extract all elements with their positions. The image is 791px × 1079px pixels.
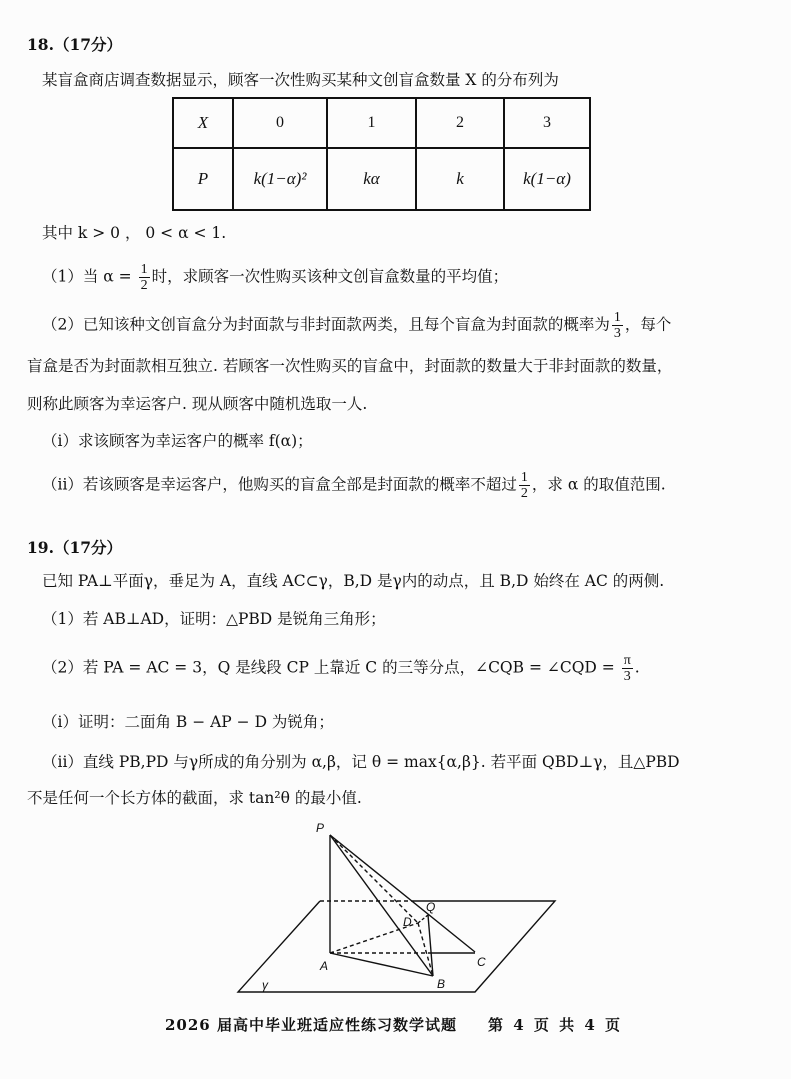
footer-page-number: 第 4 页 共 4 页 — [488, 1016, 621, 1034]
label-B: B — [437, 977, 446, 991]
segment-PD — [330, 835, 418, 923]
cell: k — [456, 169, 464, 188]
plane-gamma — [238, 901, 555, 992]
label-gamma: γ — [262, 978, 268, 992]
q18-condition: 其中 k > 0 ， 0 < α < 1. — [42, 224, 227, 242]
q19-part2-ii-line2: 不是任何一个长方体的截面，求 tan²θ 的最小值. — [27, 789, 362, 807]
cell: 3 — [504, 98, 590, 148]
label-P: P — [316, 821, 325, 835]
q19-part2: （2）若 PA = AC = 3，Q 是线段 CP 上靠近 C 的三等分点，∠CQB = ∠CQD = $\frac{\pi}{3}$ . — [42, 653, 640, 684]
segment-DQ — [418, 915, 428, 923]
cell: k(1−α) — [523, 169, 571, 188]
q19-intro: 已知 PA⊥平面γ，垂足为 A，直线 AC⊂γ，B,D 是γ内的动点，且 B,D 始终在 AC 的两侧. — [42, 572, 665, 590]
cell: 2 — [416, 98, 504, 148]
q19-part2-i: （i）证明：二面角 B − AP − D 为锐角； — [42, 713, 334, 731]
q18-part2-ii: （ii）若该顾客是幸运客户，他购买的盲盒全部是封面款的概率不超过 $\frac{1}{2}$ ，求 α 的取值范围. — [42, 470, 666, 501]
footer-title: 2026 届高中毕业班适应性练习数学试题 — [165, 1016, 457, 1034]
q19-part1: （1）若 AB⊥AD，证明：△PBD 是锐角三角形； — [42, 610, 386, 628]
label-C: C — [477, 955, 486, 969]
q19-header: 19.（17分） — [27, 538, 123, 557]
q18-header: 18.（17分） — [27, 35, 123, 54]
cell: X — [197, 113, 209, 132]
label-D: D — [403, 915, 412, 929]
segment-AB — [330, 953, 433, 976]
cell: 1 — [327, 98, 416, 148]
label-Q: Q — [426, 900, 436, 914]
cell: P — [197, 169, 209, 188]
cell: 0 — [233, 98, 327, 148]
q18-part1: （1）当 α = $\frac{1}{2}$ 时，求顾客一次性购买该种文创盲盒数量的平均值； — [42, 262, 509, 293]
q18-part2-i: （i）求该顾客为幸运客户的概率 f(α)； — [42, 432, 313, 450]
q18-part2: （2）已知该种文创盲盒分为封面款与非封面款两类，且每个盲盒为封面款的概率为 $\frac{1}{3}$ ，每个 — [42, 310, 672, 341]
q19-part2-ii: （ii）直线 PB,PD 与γ所成的角分别为 α,β，记 θ = max{α,β}. 若平面 QBD⊥γ，且△PBD — [42, 753, 680, 771]
q18-part2-line3: 则称此顾客为幸运客户. 现从顾客中随机选取一人. — [27, 395, 368, 413]
label-A: A — [320, 959, 329, 973]
q18-part2-line2: 盲盒是否为封面款相互独立. 若顾客一次性购买的盲盒中，封面款的数量大于非封面款的数量， — [27, 357, 673, 375]
cell: k(1−α)² — [253, 169, 307, 188]
cell: kα — [363, 169, 380, 188]
q18-intro: 某盲盒商店调查数据显示，顾客一次性购买某种文创盲盒数量 X 的分布列为 — [42, 71, 559, 89]
